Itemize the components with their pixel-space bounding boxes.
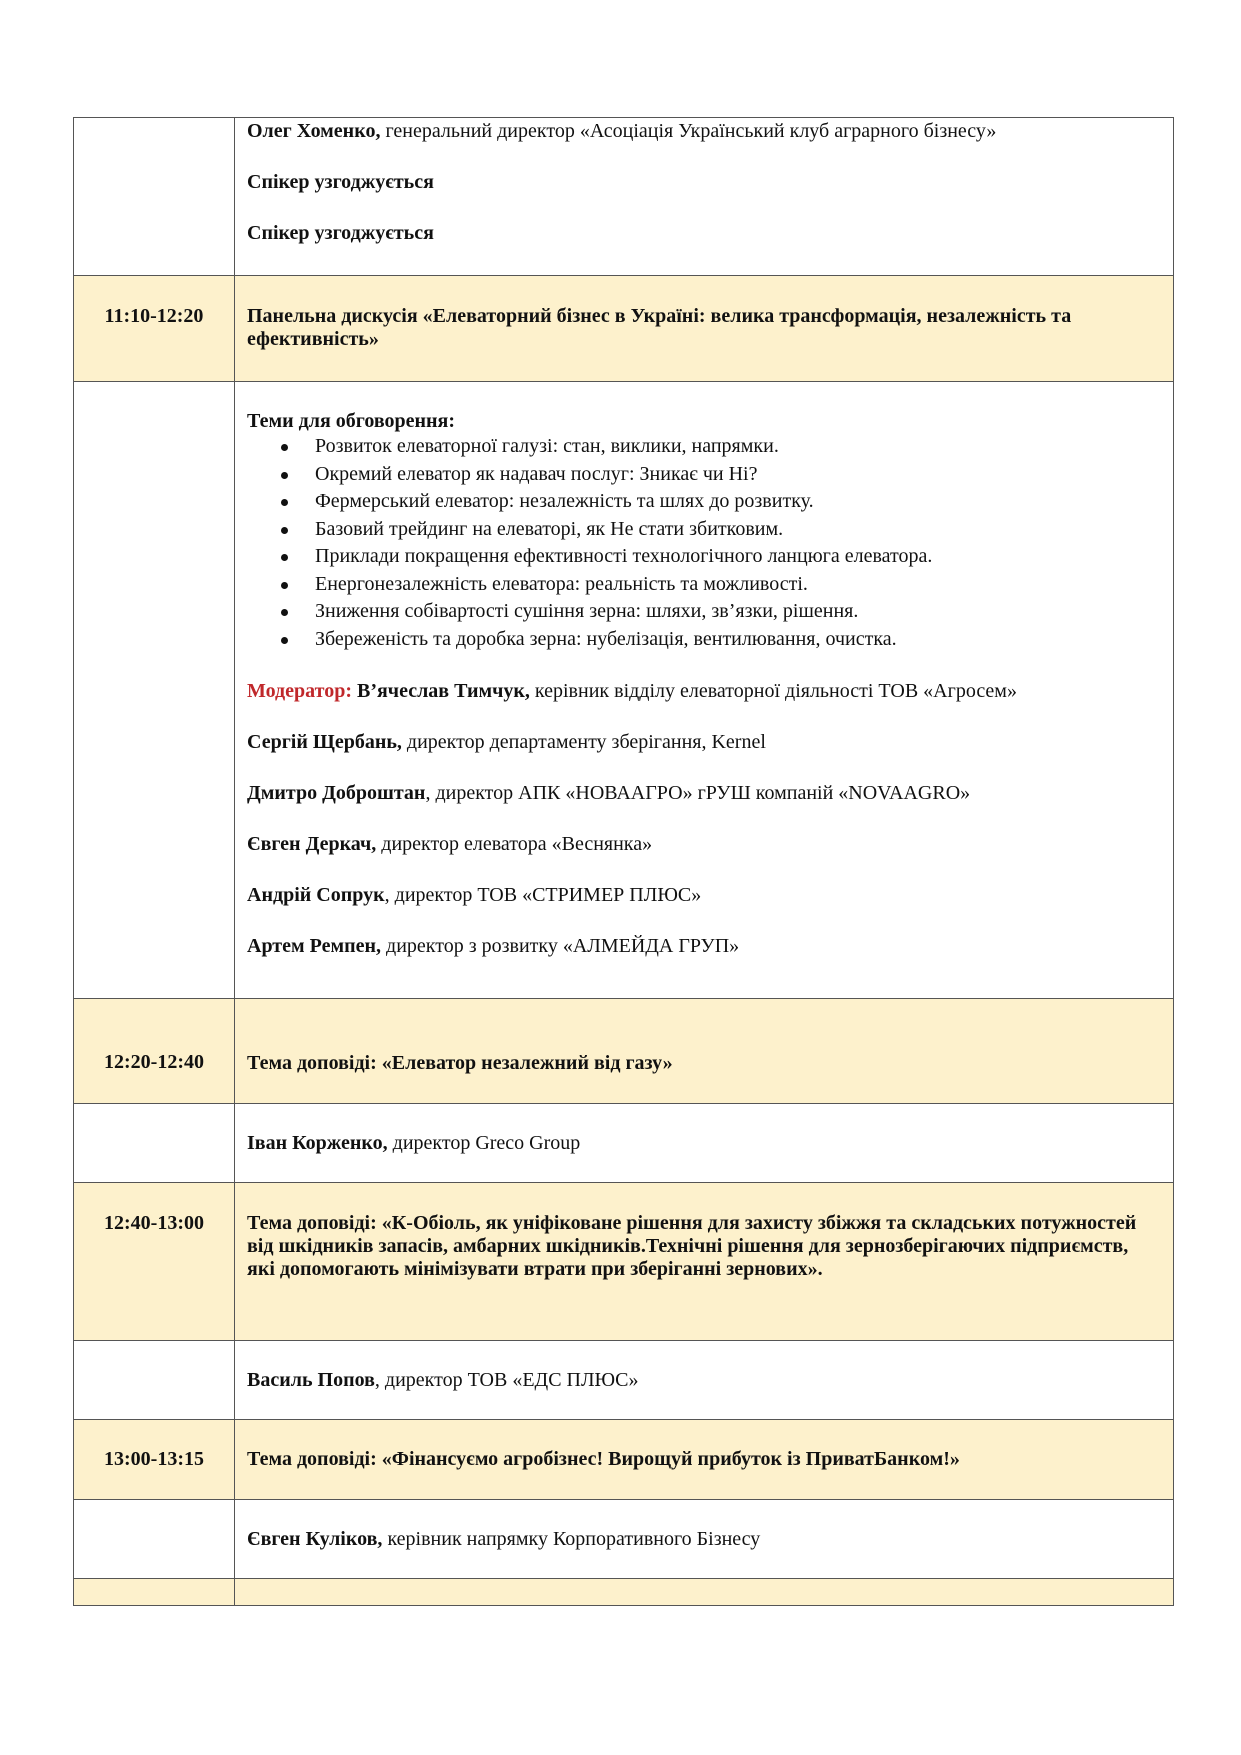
agenda-row-speakers-1 [74,118,1174,276]
speaker-role: директор елеватора «Веснянка» [376,833,653,855]
speaker-entry [247,935,1161,958]
topic-item: Приклади покращення ефективності технологічного ланцюга елеватора. [315,543,1161,571]
speaker-name: Спікер узгоджується [247,222,434,244]
speaker-name: Євген Деркач, [247,833,377,855]
speaker-entry [247,731,1161,754]
session-title [235,1420,1174,1500]
topic-item: Зниження собівартості сушіння зерна: шляхи, зв’язки, рішення. [315,598,1161,626]
agenda-row-talk-2 [74,1183,1174,1341]
topic-item: Збереженість та доробка зерна: нубелізація, вентилювання, очистка. [315,626,1161,654]
speaker-entry [247,120,1161,143]
speaker-name: Андрій Сопрук [247,884,385,906]
agenda-row-speaker [74,1341,1174,1420]
time-cell-empty [74,1104,235,1183]
topic-item: Енергонезалежність елеватора: реальність та можливості. [315,571,1161,599]
time-cell: 12:40-13:00 [74,1183,235,1341]
speaker-entry [247,884,1161,907]
time-cell: 11:10-12:20 [74,276,235,382]
session-title-text: Тема доповіді: «Фінансуємо агробізнес! Вирощуй прибуток із ПриватБанком!» [247,1448,960,1470]
topic-item: Базовий трейдинг на елеваторі, як Не стати збитковим. [315,516,1161,544]
speaker-role: , директор АПК «НОВААГРО» гРУШ компаній «NOVAAGRO» [425,782,971,804]
agenda-row-speaker [74,1104,1174,1183]
topic-item: Окремий елеватор як надавач послуг: Зникає чи Ні? [315,461,1161,489]
session-title [235,276,1174,382]
agenda-row-panel [74,276,1174,382]
session-title [235,1183,1174,1341]
topic-item: Фермерський елеватор: незалежність та шлях до розвитку. [315,488,1161,516]
speaker-name: Олег Хоменко, [247,120,381,142]
agenda-row-topics [74,382,1174,999]
speaker-cell [235,1104,1174,1183]
speaker-name: Спікер узгоджується [247,171,434,193]
session-title [235,999,1174,1104]
moderator-label: Модератор: [247,680,352,702]
speaker-name: Дмитро Доброштан [247,782,426,804]
speaker-role: генеральний директор «Асоціація Український клуб аграрного бізнесу» [380,120,997,142]
speaker-role: , директор ТОВ «СТРИМЕР ПЛЮС» [384,884,702,906]
speaker-role: директор Greco Group [387,1131,581,1154]
agenda-row-talk-3 [74,1420,1174,1500]
empty-cell [235,1579,1174,1606]
topics-cell [235,382,1174,999]
speaker-entry [247,222,1161,245]
time-cell-empty [74,118,235,276]
agenda-row-empty [74,1579,1174,1606]
agenda-table [73,117,1174,1606]
speaker-entry [247,782,1161,805]
session-title-text: Тема доповіді: «Елеватор незалежний від газу» [247,1051,673,1074]
speakers-cell [235,118,1174,276]
moderator-entry [247,680,1161,703]
agenda-row-talk-1 [74,999,1174,1104]
time-cell-empty [74,382,235,999]
agenda-row-speaker [74,1500,1174,1579]
topic-item: Розвиток елеваторної галузі: стан, виклики, напрямки. [315,433,1161,461]
topics-heading [247,410,1161,433]
moderator-name: В’ячеслав Тимчук, [351,680,530,702]
speaker-entry [247,833,1161,856]
speaker-cell [235,1500,1174,1579]
time-cell: 12:20-12:40 [74,999,235,1104]
speaker-name: Сергій Щербань, [247,731,402,753]
speaker-entry [247,171,1161,194]
speaker-name: Іван Корженко, [247,1131,388,1154]
speaker-name: Василь Попов [247,1368,375,1391]
speaker-cell [235,1341,1174,1420]
time-cell-empty [74,1500,235,1579]
speaker-name: Євген Куліков, [247,1527,383,1550]
time-cell: 13:00-13:15 [74,1420,235,1500]
topics-list [247,433,1161,653]
session-title-text: Панельна дискусія «Елеваторний бізнес в Україні: велика трансформація, незалежність та ефективність» [247,305,1072,350]
topics-heading-text: Теми для обговорення: [247,410,456,432]
time-cell-empty [74,1579,235,1606]
speaker-role: директор з розвитку «АЛМЕЙДА ГРУП» [381,935,740,957]
speaker-role: керівник напрямку Корпоративного Бізнесу [382,1527,761,1550]
session-title-text: Тема доповіді: «К-Обіоль, як уніфіковане рішення для захисту збіжжя та складських потужностей від шкідників запасів, амбарних шкідників.Технічні рішення для зернозберігаючих підприємств, які допомогають мінімізувати втрати при зберіганні зернових». [247,1212,1137,1280]
speaker-role: директор департаменту зберігання, Kernel [401,731,766,753]
speaker-name: Артем Ремпен, [247,935,382,957]
speaker-role: , директор ТОВ «ЕДС ПЛЮС» [374,1368,639,1391]
moderator-role: керівник відділу елеваторної діяльності ТОВ «Агросем» [529,680,1017,702]
time-cell-empty [74,1341,235,1420]
